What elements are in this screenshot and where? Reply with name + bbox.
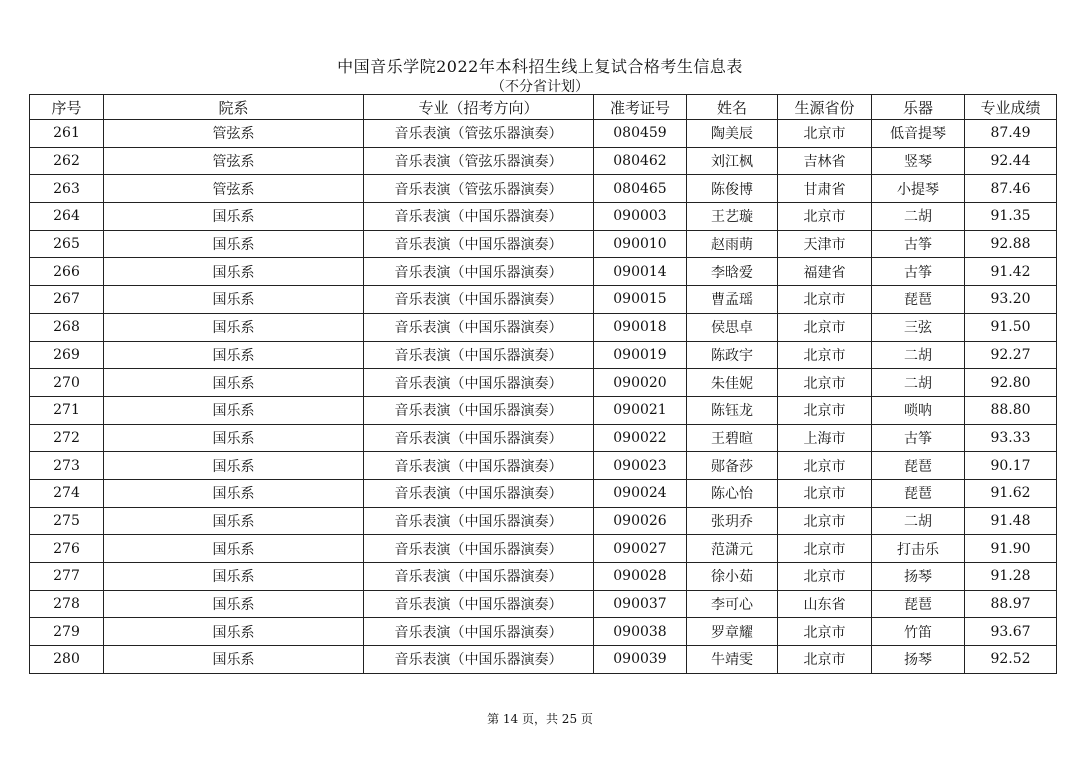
results-table: [29, 94, 1057, 674]
document-subtitle: （不分省计划）: [491, 79, 589, 95]
cell-instrument: 竹笛: [872, 618, 965, 646]
cell-major: 音乐表演（管弦乐器演奏）: [364, 175, 594, 203]
cell-province: 北京市: [778, 507, 872, 535]
cell-department: 国乐系: [104, 535, 364, 563]
cell-exam-id: 090024: [594, 479, 687, 507]
cell-index: 266: [30, 258, 104, 286]
cell-index: 272: [30, 424, 104, 452]
table-row: [30, 258, 1057, 286]
cell-score: 87.49: [965, 120, 1057, 148]
cell-name: 侯思卓: [687, 313, 778, 341]
cell-province: 上海市: [778, 424, 872, 452]
table-row: [30, 313, 1057, 341]
cell-name: 范潇元: [687, 535, 778, 563]
cell-department: 国乐系: [104, 258, 364, 286]
table-row: [30, 341, 1057, 369]
cell-province: 北京市: [778, 120, 872, 148]
cell-instrument: 竖琴: [872, 147, 965, 175]
cell-department: 国乐系: [104, 424, 364, 452]
cell-instrument: 三弦: [872, 313, 965, 341]
column-header-score: 专业成绩: [965, 95, 1057, 120]
cell-index: 276: [30, 535, 104, 563]
cell-name: 王艺璇: [687, 203, 778, 231]
cell-score: 92.80: [965, 369, 1057, 397]
cell-instrument: 琵琶: [872, 479, 965, 507]
cell-name: 李可心: [687, 590, 778, 618]
cell-score: 91.50: [965, 313, 1057, 341]
cell-department: 国乐系: [104, 452, 364, 480]
cell-exam-id: 090015: [594, 286, 687, 314]
table-row: [30, 646, 1057, 674]
cell-department: 国乐系: [104, 369, 364, 397]
cell-index: 278: [30, 590, 104, 618]
cell-major: 音乐表演（中国乐器演奏）: [364, 286, 594, 314]
column-header-instrument: 乐器: [872, 95, 965, 120]
cell-province: 天津市: [778, 230, 872, 258]
cell-major: 音乐表演（中国乐器演奏）: [364, 230, 594, 258]
cell-major: 音乐表演（中国乐器演奏）: [364, 479, 594, 507]
cell-name: 王碧暄: [687, 424, 778, 452]
document-title: 中国音乐学院2022年本科招生线上复试合格考生信息表: [337, 57, 743, 76]
cell-province: 北京市: [778, 286, 872, 314]
cell-exam-id: 090027: [594, 535, 687, 563]
table-row: [30, 507, 1057, 535]
cell-exam-id: 090038: [594, 618, 687, 646]
cell-index: 277: [30, 563, 104, 591]
cell-department: 管弦系: [104, 120, 364, 148]
table-row: [30, 424, 1057, 452]
cell-province: 北京市: [778, 203, 872, 231]
table-row: [30, 369, 1057, 397]
table-row: [30, 590, 1057, 618]
cell-province: 北京市: [778, 369, 872, 397]
cell-major: 音乐表演（中国乐器演奏）: [364, 313, 594, 341]
table-row: [30, 452, 1057, 480]
cell-exam-id: 090014: [594, 258, 687, 286]
cell-department: 管弦系: [104, 175, 364, 203]
cell-index: 275: [30, 507, 104, 535]
cell-name: 罗章耀: [687, 618, 778, 646]
cell-name: 曹孟瑶: [687, 286, 778, 314]
table-row: [30, 203, 1057, 231]
cell-major: 音乐表演（中国乐器演奏）: [364, 452, 594, 480]
table-header-row: [30, 95, 1057, 120]
cell-score: 93.67: [965, 618, 1057, 646]
cell-score: 92.52: [965, 646, 1057, 674]
cell-province: 北京市: [778, 313, 872, 341]
cell-instrument: 二胡: [872, 369, 965, 397]
column-header-name: 姓名: [687, 95, 778, 120]
cell-index: 264: [30, 203, 104, 231]
cell-instrument: 古筝: [872, 424, 965, 452]
cell-department: 国乐系: [104, 230, 364, 258]
cell-index: 263: [30, 175, 104, 203]
cell-score: 92.44: [965, 147, 1057, 175]
cell-exam-id: 090003: [594, 203, 687, 231]
table-row: [30, 147, 1057, 175]
cell-exam-id: 090010: [594, 230, 687, 258]
cell-department: 国乐系: [104, 507, 364, 535]
cell-index: 270: [30, 369, 104, 397]
cell-exam-id: 090026: [594, 507, 687, 535]
cell-province: 北京市: [778, 396, 872, 424]
cell-instrument: 扬琴: [872, 646, 965, 674]
cell-province: 北京市: [778, 535, 872, 563]
column-header-department: 院系: [104, 95, 364, 120]
cell-index: 261: [30, 120, 104, 148]
cell-instrument: 琵琶: [872, 590, 965, 618]
cell-score: 93.20: [965, 286, 1057, 314]
cell-instrument: 扬琴: [872, 563, 965, 591]
column-header-index: 序号: [30, 95, 104, 120]
cell-score: 91.90: [965, 535, 1057, 563]
cell-major: 音乐表演（中国乐器演奏）: [364, 646, 594, 674]
cell-province: 山东省: [778, 590, 872, 618]
cell-department: 国乐系: [104, 396, 364, 424]
cell-province: 北京市: [778, 563, 872, 591]
cell-score: 92.27: [965, 341, 1057, 369]
cell-province: 甘肃省: [778, 175, 872, 203]
cell-instrument: 古筝: [872, 230, 965, 258]
page-footer: 第 14 页，共 25 页: [487, 712, 593, 726]
cell-score: 91.48: [965, 507, 1057, 535]
cell-department: 国乐系: [104, 479, 364, 507]
cell-department: 管弦系: [104, 147, 364, 175]
cell-instrument: 二胡: [872, 203, 965, 231]
cell-province: 北京市: [778, 341, 872, 369]
table-row: [30, 396, 1057, 424]
cell-name: 张玥乔: [687, 507, 778, 535]
cell-index: 268: [30, 313, 104, 341]
table-row: [30, 175, 1057, 203]
cell-instrument: 小提琴: [872, 175, 965, 203]
cell-name: 刘江枫: [687, 147, 778, 175]
cell-index: 280: [30, 646, 104, 674]
cell-instrument: 琵琶: [872, 452, 965, 480]
cell-score: 93.33: [965, 424, 1057, 452]
cell-score: 90.17: [965, 452, 1057, 480]
cell-index: 269: [30, 341, 104, 369]
cell-score: 88.80: [965, 396, 1057, 424]
table-row: [30, 286, 1057, 314]
cell-name: 郧备莎: [687, 452, 778, 480]
cell-exam-id: 090039: [594, 646, 687, 674]
cell-score: 87.46: [965, 175, 1057, 203]
cell-department: 国乐系: [104, 203, 364, 231]
column-header-province: 生源省份: [778, 95, 872, 120]
cell-name: 陈心怡: [687, 479, 778, 507]
cell-province: 福建省: [778, 258, 872, 286]
cell-exam-id: 090022: [594, 424, 687, 452]
cell-province: 北京市: [778, 479, 872, 507]
table-body: [30, 120, 1057, 674]
cell-instrument: 琵琶: [872, 286, 965, 314]
cell-index: 271: [30, 396, 104, 424]
cell-exam-id: 090037: [594, 590, 687, 618]
cell-index: 267: [30, 286, 104, 314]
cell-exam-id: 080459: [594, 120, 687, 148]
column-header-exam-id: 准考证号: [594, 95, 687, 120]
cell-department: 国乐系: [104, 618, 364, 646]
cell-score: 91.35: [965, 203, 1057, 231]
cell-major: 音乐表演（中国乐器演奏）: [364, 258, 594, 286]
cell-major: 音乐表演（中国乐器演奏）: [364, 590, 594, 618]
cell-exam-id: 090020: [594, 369, 687, 397]
column-header-major: 专业（招考方向）: [364, 95, 594, 120]
cell-exam-id: 090018: [594, 313, 687, 341]
cell-major: 音乐表演（中国乐器演奏）: [364, 203, 594, 231]
cell-instrument: 唢呐: [872, 396, 965, 424]
cell-score: 91.28: [965, 563, 1057, 591]
cell-major: 音乐表演（中国乐器演奏）: [364, 369, 594, 397]
table-row: [30, 230, 1057, 258]
cell-province: 北京市: [778, 452, 872, 480]
cell-major: 音乐表演（中国乐器演奏）: [364, 535, 594, 563]
cell-index: 274: [30, 479, 104, 507]
cell-exam-id: 090019: [594, 341, 687, 369]
cell-instrument: 低音提琴: [872, 120, 965, 148]
table-row: [30, 120, 1057, 148]
cell-name: 赵雨萌: [687, 230, 778, 258]
cell-name: 朱佳妮: [687, 369, 778, 397]
cell-exam-id: 080462: [594, 147, 687, 175]
cell-department: 国乐系: [104, 563, 364, 591]
table-row: [30, 618, 1057, 646]
cell-score: 88.97: [965, 590, 1057, 618]
cell-exam-id: 080465: [594, 175, 687, 203]
cell-department: 国乐系: [104, 286, 364, 314]
cell-index: 262: [30, 147, 104, 175]
cell-name: 李晗爱: [687, 258, 778, 286]
cell-department: 国乐系: [104, 646, 364, 674]
cell-exam-id: 090028: [594, 563, 687, 591]
table-row: [30, 563, 1057, 591]
cell-province: 北京市: [778, 618, 872, 646]
cell-instrument: 古筝: [872, 258, 965, 286]
cell-index: 265: [30, 230, 104, 258]
cell-exam-id: 090023: [594, 452, 687, 480]
cell-province: 吉林省: [778, 147, 872, 175]
cell-department: 国乐系: [104, 341, 364, 369]
cell-exam-id: 090021: [594, 396, 687, 424]
cell-score: 92.88: [965, 230, 1057, 258]
cell-name: 陈俊博: [687, 175, 778, 203]
cell-name: 陈政宇: [687, 341, 778, 369]
cell-major: 音乐表演（中国乐器演奏）: [364, 563, 594, 591]
cell-instrument: 打击乐: [872, 535, 965, 563]
cell-score: 91.42: [965, 258, 1057, 286]
cell-instrument: 二胡: [872, 507, 965, 535]
cell-index: 273: [30, 452, 104, 480]
cell-major: 音乐表演（管弦乐器演奏）: [364, 147, 594, 175]
cell-name: 陶美辰: [687, 120, 778, 148]
cell-major: 音乐表演（中国乐器演奏）: [364, 396, 594, 424]
cell-score: 91.62: [965, 479, 1057, 507]
cell-major: 音乐表演（管弦乐器演奏）: [364, 120, 594, 148]
cell-index: 279: [30, 618, 104, 646]
cell-department: 国乐系: [104, 313, 364, 341]
cell-major: 音乐表演（中国乐器演奏）: [364, 618, 594, 646]
table-row: [30, 535, 1057, 563]
cell-name: 牛靖雯: [687, 646, 778, 674]
cell-province: 北京市: [778, 646, 872, 674]
cell-name: 陈钰龙: [687, 396, 778, 424]
cell-instrument: 二胡: [872, 341, 965, 369]
cell-major: 音乐表演（中国乐器演奏）: [364, 507, 594, 535]
cell-major: 音乐表演（中国乐器演奏）: [364, 341, 594, 369]
cell-major: 音乐表演（中国乐器演奏）: [364, 424, 594, 452]
cell-department: 国乐系: [104, 590, 364, 618]
table-row: [30, 479, 1057, 507]
cell-name: 徐小茹: [687, 563, 778, 591]
